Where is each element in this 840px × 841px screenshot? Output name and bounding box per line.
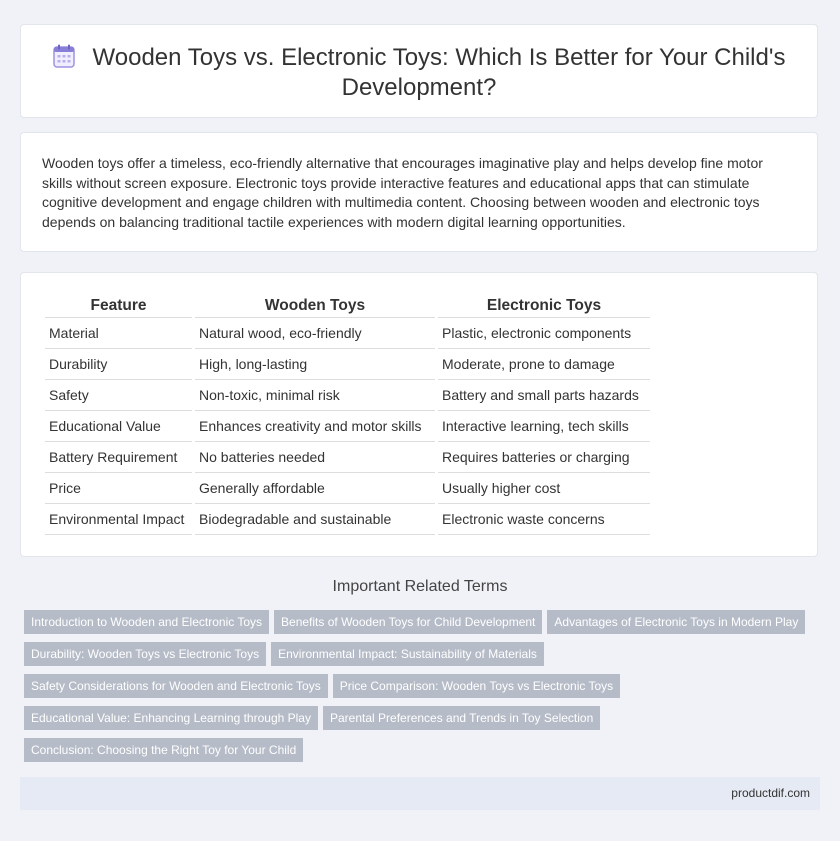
cell-feature: Battery Requirement bbox=[45, 442, 192, 473]
intro-paragraph: Wooden toys offer a timeless, eco-friendly alternative that encourages imaginative play and helps develop fine motor skills without screen exposure. Electronic toys provide interactive features and educational apps that can stimulate cognitive development and engage children with multimedia content. Choosing between wooden and electronic toys depends on balancing traditional tactile experiences with modern digital learning opportunities. bbox=[42, 155, 763, 230]
related-term-tag[interactable]: Benefits of Wooden Toys for Child Development bbox=[274, 610, 542, 634]
column-header-feature: Feature bbox=[45, 295, 192, 318]
cell-wooden: No batteries needed bbox=[195, 442, 435, 473]
cell-electronic: Electronic waste concerns bbox=[438, 504, 650, 535]
related-term-tag[interactable]: Environmental Impact: Sustainability of Materials bbox=[271, 642, 544, 666]
table-row bbox=[45, 442, 650, 473]
table-row bbox=[45, 411, 650, 442]
table-row bbox=[45, 380, 650, 411]
cell-feature: Safety bbox=[45, 380, 192, 411]
related-term-tag[interactable]: Parental Preferences and Trends in Toy Selection bbox=[323, 706, 600, 730]
related-term-tag[interactable]: Educational Value: Enhancing Learning through Play bbox=[24, 706, 318, 730]
table-header-row bbox=[45, 295, 650, 318]
tag-row bbox=[24, 610, 820, 634]
table-row bbox=[45, 318, 650, 349]
cell-electronic: Moderate, prone to damage bbox=[438, 349, 650, 380]
tag-row bbox=[24, 738, 820, 762]
comparison-card bbox=[20, 272, 818, 557]
page-title bbox=[21, 43, 817, 103]
related-terms-title: Important Related Terms bbox=[332, 578, 508, 595]
related-term-tag[interactable]: Advantages of Electronic Toys in Modern Play bbox=[547, 610, 805, 634]
tag-row bbox=[24, 706, 820, 730]
cell-electronic: Usually higher cost bbox=[438, 473, 650, 504]
tag-row bbox=[24, 642, 820, 666]
related-term-tag[interactable]: Durability: Wooden Toys vs Electronic Toys bbox=[24, 642, 266, 666]
page-title-text: Wooden Toys vs. Electronic Toys: Which Is Better for Your Child's Development? bbox=[92, 44, 786, 101]
related-term-tag[interactable]: Price Comparison: Wooden Toys vs Electronic Toys bbox=[333, 674, 620, 698]
column-header-wooden: Wooden Toys bbox=[195, 295, 435, 318]
cell-wooden: High, long-lasting bbox=[195, 349, 435, 380]
related-terms-list bbox=[24, 610, 820, 770]
cell-feature: Price bbox=[45, 473, 192, 504]
related-term-tag[interactable]: Safety Considerations for Wooden and Electronic Toys bbox=[24, 674, 328, 698]
cell-feature: Durability bbox=[45, 349, 192, 380]
table-row bbox=[45, 349, 650, 380]
cell-feature: Environmental Impact bbox=[45, 504, 192, 535]
cell-wooden: Natural wood, eco-friendly bbox=[195, 318, 435, 349]
column-header-electronic: Electronic Toys bbox=[438, 295, 650, 318]
cell-wooden: Enhances creativity and motor skills bbox=[195, 411, 435, 442]
tag-row bbox=[24, 674, 820, 698]
cell-feature: Material bbox=[45, 318, 192, 349]
cell-electronic: Plastic, electronic components bbox=[438, 318, 650, 349]
footer-site-link[interactable]: productdif.com bbox=[731, 786, 810, 800]
related-term-tag[interactable]: Introduction to Wooden and Electronic Toys bbox=[24, 610, 269, 634]
calendar-icon bbox=[53, 44, 75, 68]
cell-electronic: Requires batteries or charging bbox=[438, 442, 650, 473]
cell-electronic: Interactive learning, tech skills bbox=[438, 411, 650, 442]
table-row bbox=[45, 504, 650, 535]
cell-electronic: Battery and small parts hazards bbox=[438, 380, 650, 411]
cell-wooden: Biodegradable and sustainable bbox=[195, 504, 435, 535]
cell-wooden: Non-toxic, minimal risk bbox=[195, 380, 435, 411]
comparison-table bbox=[42, 295, 653, 535]
footer bbox=[20, 777, 820, 810]
intro-card bbox=[20, 132, 818, 252]
cell-feature: Educational Value bbox=[45, 411, 192, 442]
cell-wooden: Generally affordable bbox=[195, 473, 435, 504]
related-term-tag[interactable]: Conclusion: Choosing the Right Toy for Your Child bbox=[24, 738, 303, 762]
table-row bbox=[45, 473, 650, 504]
header-card bbox=[20, 24, 818, 118]
